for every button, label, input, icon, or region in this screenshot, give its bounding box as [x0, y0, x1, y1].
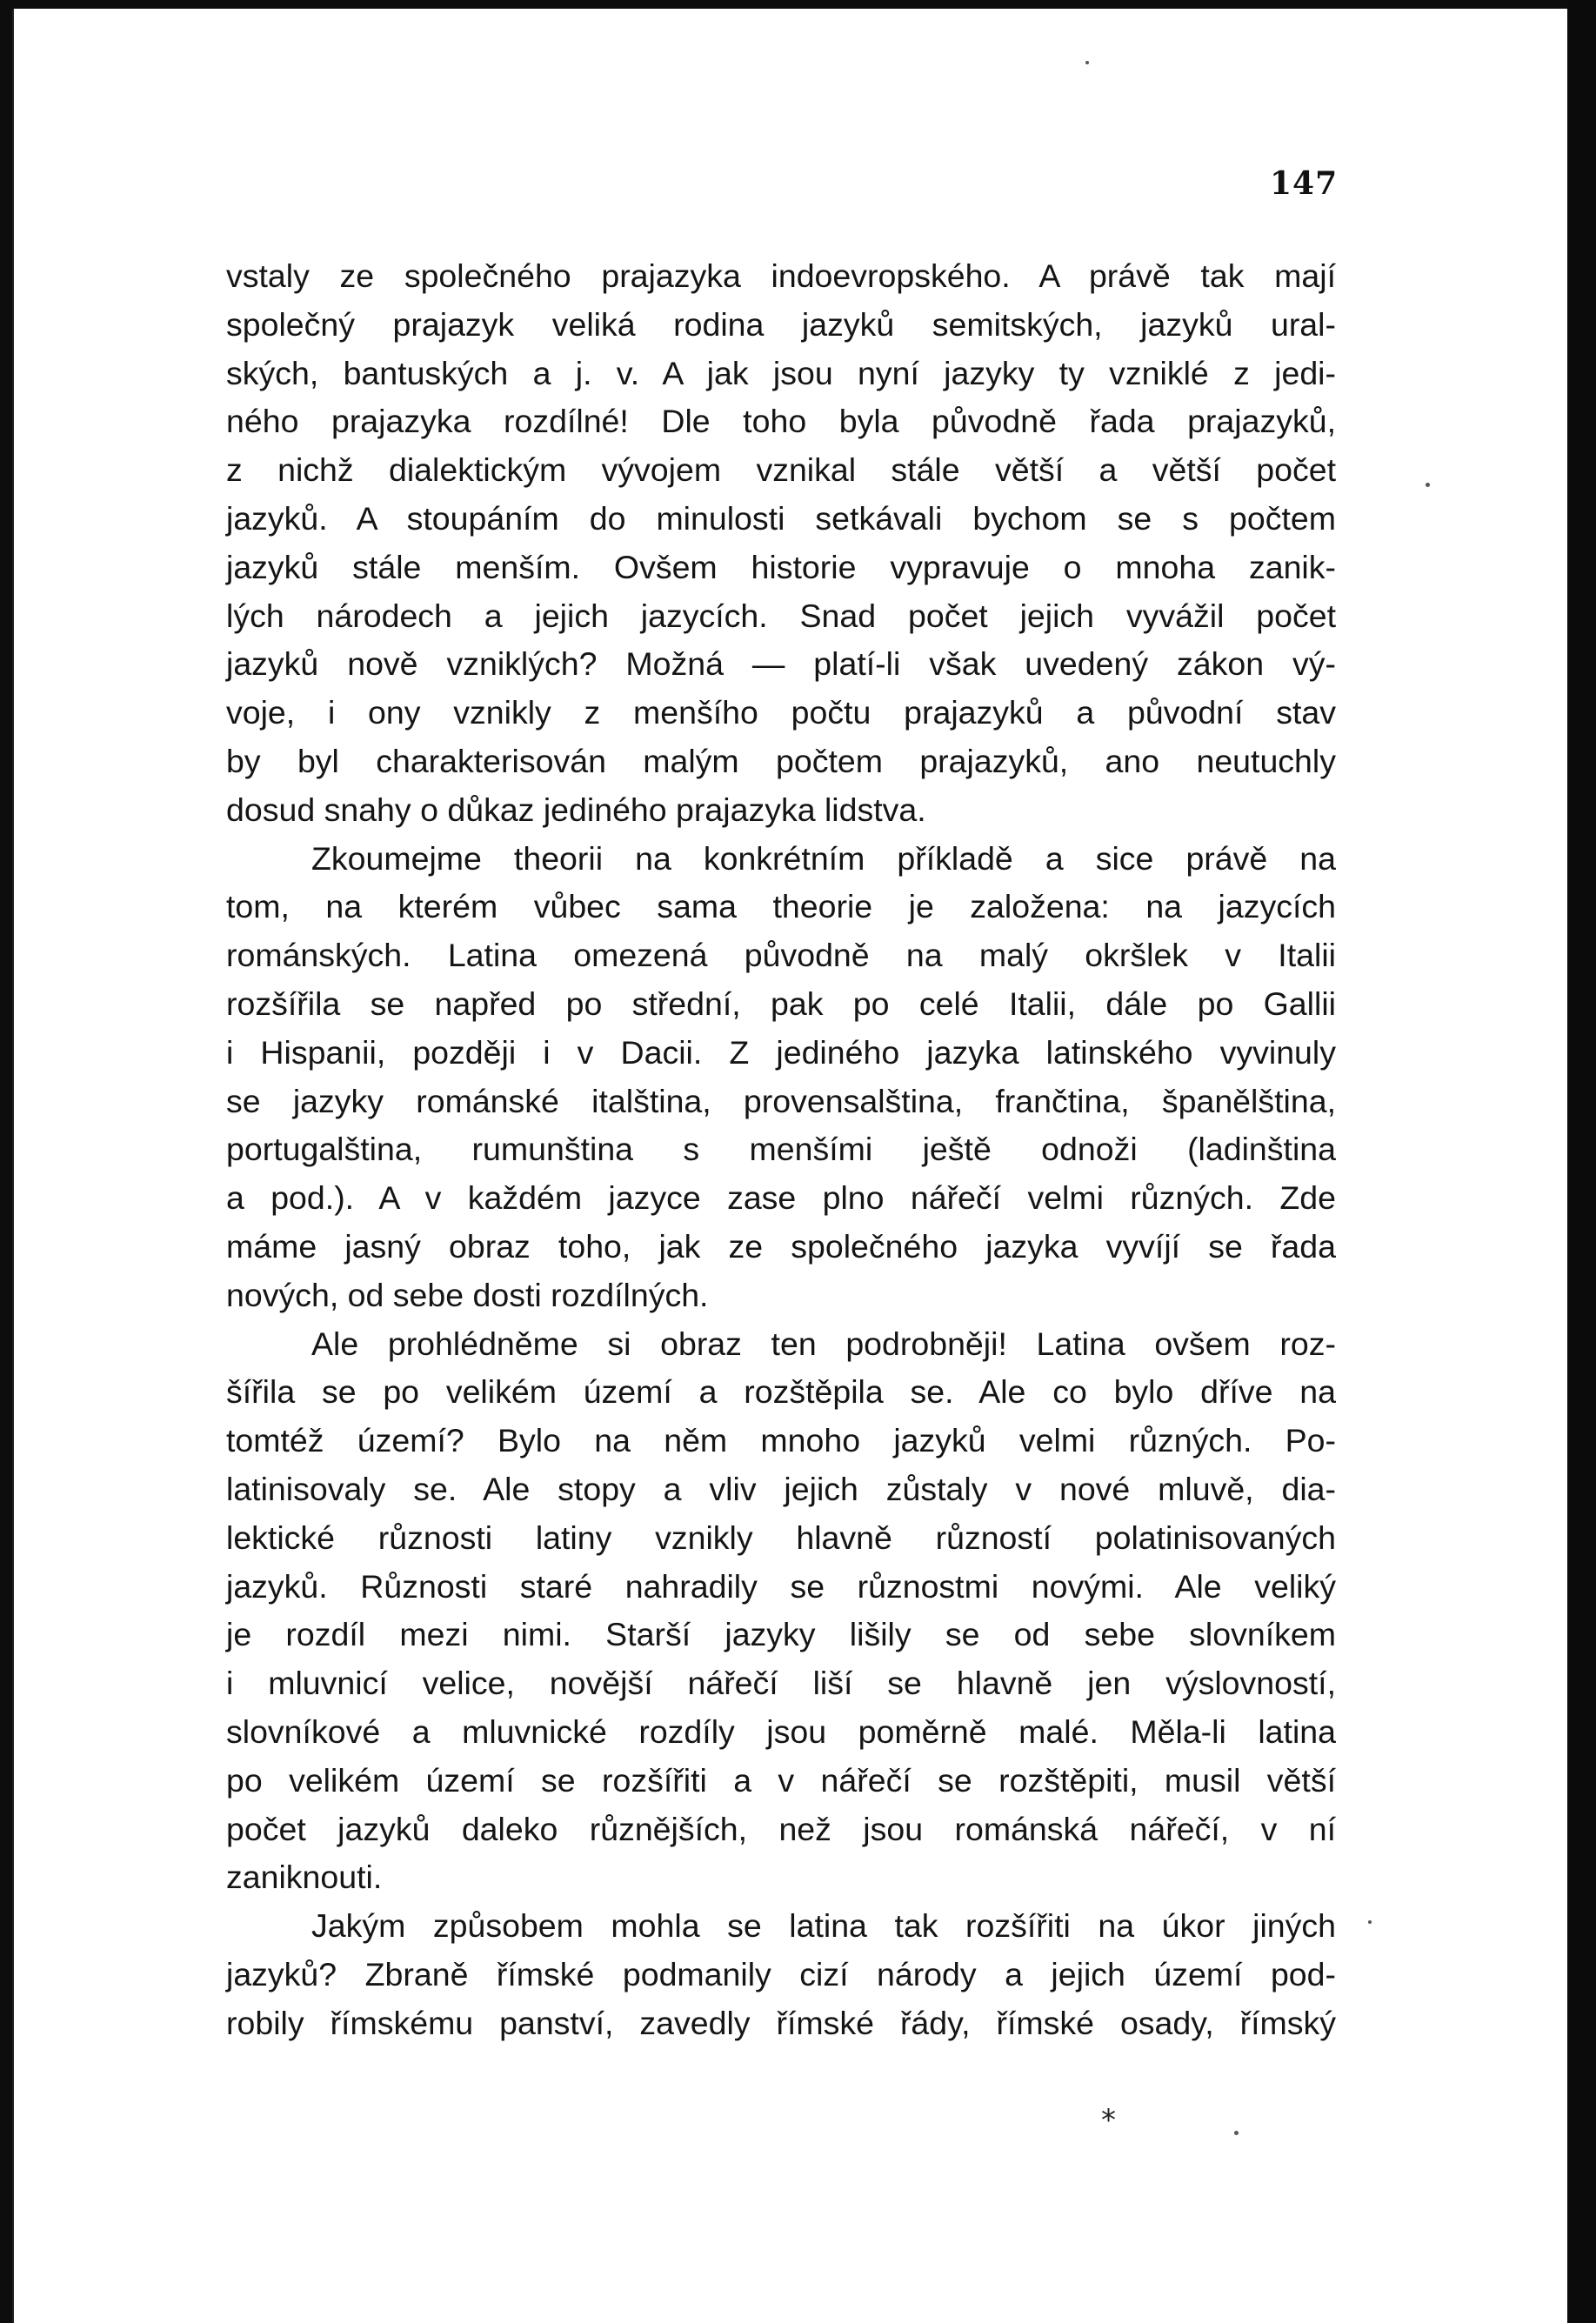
paragraph-1 [226, 252, 1336, 835]
text-line: lých národech a jejich jazycích. Snad počet jejich vyvážil počet [226, 597, 1336, 634]
text-line: po velikém území se rozšířiti a v nářečí se rozštěpiti, musil větší [226, 1761, 1336, 1799]
text-line: počet jazyků daleko různějších, než jsou románská nářečí, v ní [226, 1810, 1336, 1847]
text-line: jazyků nově vzniklých? Možná — platí-li však uvedený zákon vý- [226, 645, 1336, 683]
scan-speck [1368, 1920, 1372, 1924]
text-line: vstaly ze společného prajazyka indoevropského. A právě tak mají [226, 257, 1336, 294]
text-line: tom, na kterém vůbec sama theorie je založena: na jazycích [226, 888, 1336, 925]
scan-speck [1085, 61, 1089, 64]
text-line: z nichž dialektickým vývojem vznikal stále větší a větší počet [226, 451, 1336, 489]
text-line: nových, od sebe dosti rozdílných. [226, 1276, 709, 1313]
paragraph-2 [226, 835, 1336, 1320]
text-line: i mluvnicí velice, novější nářečí liší se hlavně jen výslovností, [226, 1665, 1336, 1702]
text-line: dosud snahy o důkaz jediného prajazyka lidstva. [226, 791, 926, 828]
text-line: jazyků? Zbraně římské podmanily cizí národy a jejich území pod- [226, 1955, 1336, 1993]
scan-speck [1234, 2131, 1239, 2135]
text-line: voje, i ony vznikly z menšího počtu prajazyků a původní stav [226, 694, 1336, 731]
text-line: Ale prohlédněme si obraz ten podrobněji! Latina ovšem roz- [311, 1325, 1336, 1362]
text-line: jazyků stále menším. Ovšem historie vypravuje o mnoha zanik- [226, 548, 1336, 585]
text-line: máme jasný obraz toho, jak ze společného jazyka vyvíjí se řada [226, 1227, 1336, 1265]
scan-edge [1567, 0, 1596, 2323]
signature-mark: * [1101, 2103, 1116, 2138]
text-line: tomtéž území? Bylo na něm mnoho jazyků velmi různých. Po- [226, 1422, 1336, 1459]
text-line: románských. Latina omezená původně na malý okršlek v Italii [226, 937, 1336, 974]
text-line: latinisovaly se. Ale stopy a vliv jejich zůstaly v nové mluvě, dia- [226, 1470, 1336, 1507]
paragraph-3 [226, 1320, 1336, 1903]
book-page [12, 9, 1567, 2323]
text-line: jazyků. Různosti staré nahradily se různostmi novými. Ale veliký [226, 1567, 1336, 1605]
text-line: šířila se po velikém území a rozštěpila se. Ale co bylo dříve na [226, 1373, 1336, 1411]
text-line: společný prajazyk veliká rodina jazyků semitských, jazyků ural- [226, 305, 1336, 343]
page-number: 147 [1270, 165, 1339, 202]
text-line: by byl charakterisován malým počtem prajazyků, ano neutuchly [226, 742, 1336, 779]
text-line: Jakým způsobem mohla se latina tak rozšířiti na úkor jiných [311, 1907, 1336, 1945]
text-line: lektické různosti latiny vznikly hlavně růzností polatinisovaných [226, 1519, 1336, 1556]
text-line: ného prajazyka rozdílné! Dle toho byla původně řada prajazyků, [226, 403, 1336, 440]
text-line: zaniknouti. [226, 1859, 383, 1896]
text-line: se jazyky románské italština, provensalština, frančtina, španělština, [226, 1082, 1336, 1119]
text-line: je rozdíl mezi nimi. Starší jazyky lišily se od sebe slovníkem [226, 1616, 1336, 1653]
text-line: Zkoumejme theorii na konkrétním příkladě a sice právě na [311, 839, 1336, 877]
text-line: portugalština, rumunština s menšími ještě odnoži (ladinština [226, 1131, 1336, 1168]
text-line: rozšířila se napřed po střední, pak po celé Italii, dále po Gallii [226, 985, 1336, 1022]
text-line: robily římskému panství, zavedly římské řády, římské osady, římský [226, 2004, 1336, 2041]
text-line: ských, bantuských a j. v. A jak jsou nyní jazyky ty vzniklé z jedi- [226, 354, 1336, 391]
text-line: jazyků. A stoupáním do minulosti setkávali bychom se s počtem [226, 499, 1336, 537]
scan-speck [1426, 483, 1430, 487]
text-line: a pod.). A v každém jazyce zase plno nářečí velmi různých. Zde [226, 1179, 1336, 1217]
body-text [226, 252, 1336, 2047]
text-line: i Hispanii, později i v Dacii. Z jediného jazyka latinského vyvinuly [226, 1033, 1336, 1071]
text-line: slovníkové a mluvnické rozdíly jsou poměrně malé. Měla-li latina [226, 1712, 1336, 1750]
paragraph-4 [226, 1902, 1336, 2047]
